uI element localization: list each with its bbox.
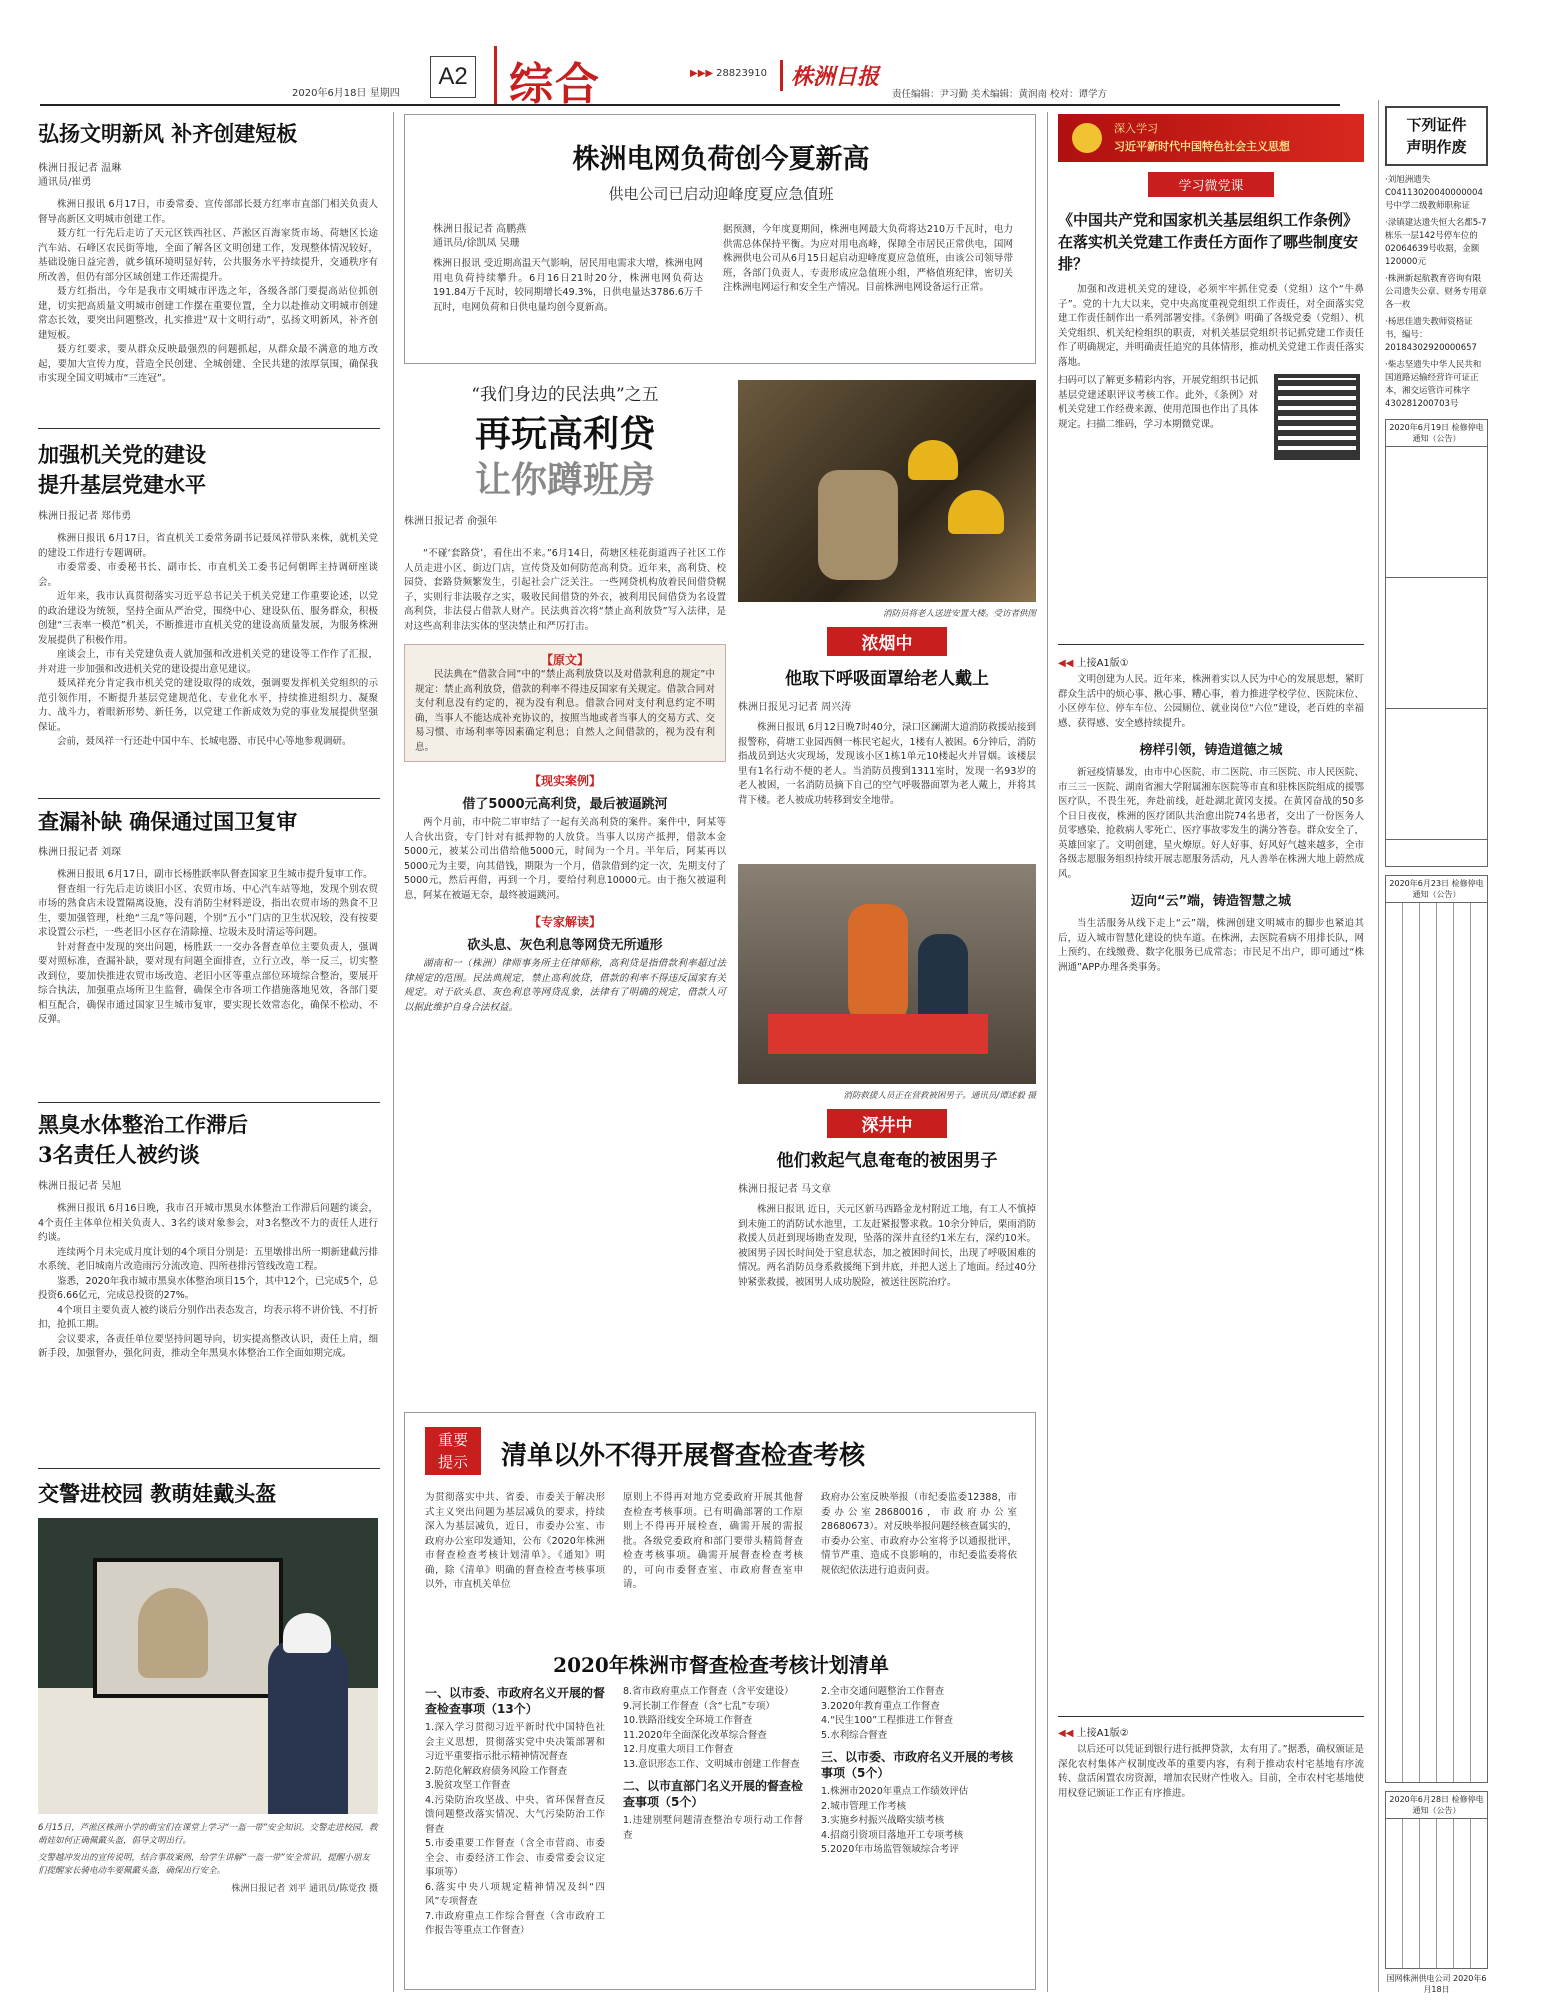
notices-column	[1378, 100, 1488, 1992]
editor-credits: 责任编辑：尹习勤 美术编辑：黄润南 校对：谭学方	[892, 89, 1108, 100]
rescued-person	[818, 470, 898, 580]
list-item: 5.水利综合督查	[821, 1729, 888, 1741]
photo-caption: 消防救援人员正在营救被困男子。通讯员/谭述毅 摄	[843, 1091, 1036, 1101]
paragraph: “不碰‘套路贷’，看住出不来。”6月14日，荷塘区桂花街道西子社区工作人员走进小区、街边门店，宣传贷及如何防范高利贷。近年来，高利贷、校园贷、套路贷频繁发生，引起社会广泛关注。一些网贷机构放着民间借贷幌子，实则行非法吸存之实，吸收民间借贷的外衣，被利用民间借贷为名设置高利贷，非法侵占借款人财产。民法典首次将“禁止高利放贷”写入法律，是对这些高利非法实体的坚决禁止和严厉打击。	[404, 548, 726, 632]
byline: 株洲日报记者 俞强年	[404, 516, 498, 527]
banner-line: 习近平新时代中国特色社会主义思想	[1114, 140, 1290, 153]
list-col-2	[623, 1685, 803, 1843]
helmet-shape	[908, 440, 958, 480]
list-item: 4.污染防治攻坚战、中央、省环保督查反馈问题整改落实情况、大气污染防治工作督查	[425, 1794, 605, 1835]
paragraph: 鉴悉，2020年我市城市黑臭水体整治项目15个，其中12个，已完成5个，总投资6.66亿元，完成总投资的27%。	[38, 1275, 378, 1301]
article-body: 为贯彻落实中共、省委、市委关于解决形式主义突出问题为基层减负的要求，持续深入为基层减负，近日，市委办公室、市政府办公室印发通知，公布《2020年株洲市督查检查考核计划清单》。《通知》明确，除《清单》明确的督查检查考核事项以外，市直机关单位	[425, 1492, 605, 1590]
continuation-tag	[1058, 654, 1364, 669]
byline: 通讯员/徐凯凤 吴珊	[433, 238, 520, 249]
case-title: 借了5000元高利贷，最后被逼跳河	[462, 797, 668, 812]
article-well-rescue	[738, 864, 1036, 1290]
continuation-label: 上接A1版①	[1076, 658, 1129, 669]
rescuer-figure	[848, 904, 908, 1024]
void-item: ·刘旭洲遗失C04113020040000004号中学二级教师职称证	[1385, 175, 1483, 211]
paragraph: 会议要求，各责任单位要坚持问题导向，切实提高整改认识，责任上肩，细新手段，加强督办，强化问责，推动全年黑臭水体整治工作全面如期完成。	[38, 1333, 378, 1359]
original-text-box	[404, 644, 726, 762]
article-body	[1058, 917, 1364, 975]
case-body	[404, 816, 726, 903]
header-rule	[40, 104, 1340, 106]
void-item: ·株洲新起航教育咨询有限公司遗失公章、财务专用章各一枚	[1385, 274, 1488, 310]
helmet-shape	[948, 490, 1004, 534]
continuation-label: 上接A1版②	[1076, 1728, 1129, 1739]
notice-heading: 2020年6月19日 检修停电通知（公告）	[1385, 419, 1488, 447]
article-body	[38, 1202, 378, 1362]
article-title: 让你蹲班房	[474, 459, 655, 501]
list-item: 6.落实中央八项规定精神情况及纠“四风”专项督查	[425, 1881, 605, 1907]
paragraph: 株洲日报讯 6月17日，副市长杨胜跃率队督查国家卫生城市提升复审工作。	[57, 869, 373, 880]
officer-figure	[268, 1638, 348, 1814]
paragraph: 文明创建为人民。近年来，株洲着实以人民为中心的发展思想，紧盯群众生活中的烦心事、揪心事、糟心事，着力推进学校学位、医院床位、小区停车位、停车车位、公园厕位、就业岗位“六位”建设，老百姓的幸福感、获得感、安全感持续提升。	[1058, 674, 1364, 729]
expert-label: 【专家解读】	[528, 915, 601, 929]
article-continued	[1058, 654, 1364, 975]
separator	[38, 1102, 380, 1103]
list-item: 11.2020年全面深化改革综合督查	[623, 1729, 767, 1741]
article-title: 提升基层党建水平	[38, 472, 206, 497]
box-body	[415, 668, 715, 755]
list-section-title: 三、以市委、市政府名义开展的考核事项（5个）	[821, 1750, 1014, 1780]
article-body	[738, 721, 1036, 808]
continuation-tag	[1058, 1724, 1364, 1739]
article-party-building	[38, 440, 378, 750]
paragraph: 株洲日报讯 6月17日，省直机关工委常务副书记聂凤祥带队来株，就机关党的建设工作进行专题调研。	[38, 533, 378, 559]
notice-heading: 2020年6月28日 检修停电通知（公告）	[1385, 1791, 1488, 1819]
paragraph: 以后还可以凭证到银行进行抵押贷款，太有用了。”据悉，确权颁证是深化农村集体产权制度改革的重要内容，有利于推动农村宅基地有序流转、盘活闲置农房资源，增加农民财产性收入。目前，全市农村宅基地使用权登记颁证工作正有序推进。	[1058, 1744, 1364, 1799]
list-item: 13.意识形态工作、文明城市创建工作督查	[623, 1758, 800, 1770]
list-item: 5.市委重要工作督查（含全市营商、市委全会、市委经济工作会、市委常委会议定事项等）	[425, 1838, 605, 1878]
story-tag: 深井中	[827, 1109, 947, 1138]
void-item: ·柴志坚遗失中华人民共和国道路运输经营许可证正本，湘交运管许可株字430281200703号	[1385, 360, 1482, 409]
paragraph: 聂方红一行先后走访了天元区铁西社区、芦淞区百海家货市场、荷塘区长途汽车站、石峰区农民街等地，全面了解各区文明创建工作，发现整体情况较好，基础设施日益完善，就乡镇环境明显好转，公共服务水平持续提升，交通秩序有所改善，但仍有部分区域创建工作还需提升。	[38, 228, 378, 283]
paragraph: 株洲日报讯 近日，天元区新马西路金龙村附近工地，有工人不慎掉到未施工的消防试水池里，工友赶紧报警求救。10余分钟后，栗雨消防救援人员赶到现场勘查发现，坠落的深井直径约1米左右，深约10米。被困男子因长时间处于窒息状态，加之被困时间长，出现了呼吸困难的情况。两名消防员身系救援绳下到井底，并把人送上了地面。经过40分钟紧张救援，被困男人成功脱险，被送往医院治疗。	[738, 1204, 1036, 1288]
article-title: 黑臭水体整治工作滞后	[38, 1112, 248, 1137]
paragraph: 株洲日报讯 6月12日晚7时40分，渌口区澜湖大道消防救援站接到报警称，荷塘工业园西侧一栋民宅起火，1楼有人被困。6分钟后，消防指战员到达火灾现场，发现该小区1栋1单元10楼起火并冒烟。该楼层里有1名行动不便的老人。当消防员搜到1311室时，发现一名93岁的老人被困，一名消防员摘下自己的空气呼吸器面罩为老人戴上，并将其背下楼。老人被成功转移到安全地带。	[738, 722, 1036, 806]
article-usury	[404, 380, 726, 1015]
photo-caption: 消防员将老人送进安置大楼。受访者供图	[882, 609, 1036, 619]
col-divider-1	[393, 112, 394, 1992]
party-emblem-icon	[1072, 123, 1102, 153]
paragraph: 湖南和一（株洲）律师事务所主任律师称，高利贷是指借款利率超过法律规定的范围。民法典规定，禁止高利放贷，借款的利率不得违反国家有关规定。对于砍头息、灰色利息等网贷乱象，法律有了明确的规定，借款人可以据此维护自身合法权益。	[404, 958, 726, 1013]
lesson-tab: 学习微党课	[1148, 172, 1274, 197]
article-health-review	[38, 806, 378, 1028]
separator	[1058, 644, 1364, 645]
article-body	[38, 532, 378, 750]
outage-notice-3	[1385, 1791, 1488, 1969]
page-number: A2	[430, 56, 476, 98]
list-item: 7.市政府重点工作综合督查（含市政府工作报告等重点工作督查）	[425, 1910, 605, 1936]
outage-notice-1	[1385, 419, 1488, 867]
list-col-1	[425, 1685, 605, 1939]
arrow-icon: ◀◀	[1058, 1728, 1074, 1739]
void-item: ·杨思佳遗失教师资格证书，编号：20184302920000657	[1385, 317, 1477, 353]
article-body: 据预测，今年度夏期间，株洲电网最大负荷将达210万千瓦时，电力供需总体保持平衡。为应对用电高峰，保障全市居民正常供电，国网株洲供电公司从6月15日起启动迎峰度夏应急值班，由该公司领导带班，各部门负责人、专责形成应急值班小组，严格值班纪律，密切关注株洲电网运行和安全生产情况。目前株洲电网设备运行正常。	[723, 224, 1013, 293]
qr-text: 扫码可以了解更多精彩内容，开展党组织书记抓基层党建述职评议考核工作。此外，《条例》对机关党建工作经费来源、使用范围也作出了具体规定。扫描二维码，学习本期微党课。	[1058, 375, 1258, 430]
paragraph: 近年来，我市认真贯彻落实习近平总书记关于机关党建工作重要论述，以党的政治建设为统领，坚持全面从严治党，围绕中心、建设队伍、服务群众，积极创建“三表率一模范”机关，不断推进市直机关党的建设高质量发展，为服务株洲发展提供了积极作用。	[38, 591, 378, 646]
paragraph: 株洲日报讯 6月16日晚，我市召开城市黑臭水体整治工作滞后问题约谈会，4个责任主体单位相关负责人、3名约谈对象参会，对3名整改不力的责任人进行约谈。	[38, 1203, 378, 1243]
paragraph: 当生活服务从线下走上“云”端，株洲创建文明城市的脚步也紧追其后，迈入城市智慧化建设的快车道。在株洲，去医院看病不用排长队，网上预约、在线缴费、数字化服务已成常态；市民足不出户，即可通过“株洲通”APP办理各类事务。	[1058, 918, 1364, 973]
tag-line: 提示	[437, 1453, 468, 1471]
notice-table	[1385, 447, 1488, 867]
list-item: 9.河长制工作督查（含“七乱”专项）	[623, 1700, 775, 1712]
outage-notice-2	[1385, 875, 1488, 1783]
byline: 株洲日报记者 刘琛	[38, 847, 122, 858]
list-item: 2.城市管理工作考核	[821, 1800, 907, 1812]
article-title: 他取下呼吸面罩给老人戴上	[785, 669, 989, 689]
notice-table	[1385, 1819, 1488, 1969]
paragraph: 聂凤祥充分肯定我市机关党的建设取得的成效，强调要发挥机关党组织的示范引领作用，不断提升基层党建规范化、专业化水平，持续推进组织力、凝聚力、战斗力，着眼新形势、新任务，以党建工作新成效为党的事业发展提供坚强保证。	[38, 678, 378, 733]
important-tag	[425, 1427, 481, 1475]
article-title: 交警进校园 教萌娃戴头盔	[38, 1481, 277, 1506]
banner-line: 深入学习	[1114, 122, 1158, 135]
header-date: 2020年6月18日 星期四	[292, 88, 400, 99]
article-title: 3名责任人被约谈	[38, 1142, 200, 1167]
byline: 株洲日报记者 温琳	[38, 163, 122, 174]
article-body: 株洲日报讯 受近期高温天气影响，居民用电需求大增，株洲电网用电负荷持续攀升。6月16日21时20分，株洲电网负荷达191.84万千瓦时，较同期增长49.3%，日供电量达3786.6万千瓦时，电网负荷和日供电量均创今夏新高。	[433, 258, 703, 313]
col-divider-2	[1047, 112, 1048, 1992]
list-item: 1.深入学习贯彻习近平新时代中国特色社会主义思想，贯彻落实党中央决策部署和习近平重要指示批示精神情况督查	[425, 1722, 605, 1762]
article-helmet	[38, 1478, 378, 1896]
notice-table	[1385, 903, 1488, 1783]
list-col-3	[821, 1685, 1017, 1858]
well-rescue-photo	[738, 864, 1036, 1084]
qr-code-icon[interactable]	[1274, 374, 1360, 460]
paragraph: 会前，聂凤祥一行还赴中国中车、长城电器、市民中心等地参观调研。	[57, 736, 352, 747]
paragraph: 两个月前，市中院二审审结了一起有关高利贷的案件。案件中，阿某等人合伙出资，专门针对有抵押物的人放贷。当事人以房产抵押，借款本金5000元，被某公司出借给他5000元，时间为一个月。半年后，阿某再以5000元为主要，向其借钱，期限为一个月，借款借到约定一次，先期支付了5000元，然后再借，再到一个月，要给付利息10000元。由于拖欠被逼利息，阿某在被逼无奈，最终被逼跳河。	[404, 817, 726, 901]
photo-credit: 株洲日报记者 刘平 通讯员/陈觉孜 摄	[231, 1884, 378, 1894]
article-title: 弘扬文明新风 补齐创建短板	[38, 121, 298, 146]
list-item: 4.“民生100”工程推进工作督查	[821, 1715, 954, 1726]
article-body	[1058, 283, 1364, 370]
list-item: 2.全市交通问题整治工作督查	[821, 1686, 945, 1697]
article-body	[1058, 673, 1364, 731]
list-item: 3.脱贫攻坚工作督查	[425, 1780, 511, 1791]
notice-title: 声明作废	[1406, 138, 1467, 156]
paragraph: 督查组一行先后走访谈旧小区、农贸市场、中心汽车站等地，发现个别农贸市场的熟食店未设置隔离设施，没有消防尘材料逆设，指出农贸市场的熟食不卫生，要加强管理，杜绝“三乱”等问题，个别“五小”门店的卫生状况较，没有按要求设置公示栏，一些老旧小区存在清除撞、垃圾未及时清运等问题。	[38, 883, 378, 938]
subheading: 迈向“云”端，铸造智慧之城	[1130, 894, 1292, 909]
separator	[1058, 1716, 1364, 1717]
article-title: 再玩高利贷	[474, 413, 655, 455]
article-body	[1058, 1743, 1364, 1801]
paragraph: 新冠疫情暴发，由市中心医院、市二医院、市三医院、市人民医院、市三三一医院、湖南省湘大学附属湘东医院等市直和驻株医院组成的援鄂医疗队，不畏生死，奔赴前线，赶赴湖北黄冈支援。在黄冈奋战的50多个日日夜夜，株洲的医疗团队共治愈出院74名患者，交出了一份医务人员零感染、抢救病人零死亡、医疗事故零发生的满分答卷。群众安全了，英雄回家了。文明创建，星火燎原。好人好事、好风好气越来越多，全市各级志愿服务组织持续开展志愿服务活动，凡人善举在株洲大地上蔚然成风。	[1058, 767, 1364, 880]
article-title: 查漏补缺 确保通过国卫复审	[38, 809, 298, 834]
void-list	[1385, 174, 1488, 411]
article-civilization	[38, 118, 378, 387]
list-item: 3.2020年教育重点工作督查	[821, 1700, 940, 1712]
photo-caption-body: 交警越冲发出的宣传说明，结合事故案例，给学生讲解“一盔一带”安全常识，提醒小朋友们提醒家长骑电动车要佩戴头盔，确保出行安全。	[38, 1853, 370, 1876]
separator	[38, 428, 380, 429]
subheading: 榜样引领，铸造道德之城	[1139, 743, 1283, 758]
list-item: 4.招商引资项目落地开工专项考核	[821, 1829, 964, 1841]
article-title: 清单以外不得开展督查检查考核	[501, 1441, 866, 1471]
article-body: 原则上不得再对地方党委政府开展其他督查检查考核事项。已有明确部署的工作原则上不得再开展检查，确需开展的需报批。各级党委政府和部门要带头精简督查检查考核事项。确需开展督查检查考核的，可向市委督查室、市政府督查室申请。	[623, 1492, 803, 1590]
article-title: 加强机关党的建设	[38, 442, 206, 467]
article-power-grid	[404, 114, 1036, 364]
byline: 通讯员/崔勇	[38, 177, 92, 188]
byline: 株洲日报记者 高鹏燕	[433, 224, 527, 235]
list-item: 10.铁路沿线安全环境工作督查	[623, 1715, 753, 1726]
byline: 株洲日报记者 马文章	[738, 1184, 832, 1195]
article-body	[1058, 766, 1364, 882]
byline: 株洲日报见习记者 周兴涛	[738, 702, 852, 713]
paragraph: 聂方红要求，要从群众反映最强烈的问题抓起，从群众最不满意的地方改起，要加大宣传力度，营造全民创建、全城创建、全民共建的浓厚氛围，确保我市实现全国文明城市“三连冠”。	[38, 344, 378, 384]
list-item: 1.违建别墅问题清查整治专项行动工作督查	[623, 1815, 803, 1841]
expert-body	[404, 957, 726, 1015]
separator	[38, 1468, 380, 1469]
list-item: 8.省市政府重点工作督查（含平安建设）	[623, 1686, 794, 1697]
firefighter-photo	[738, 380, 1036, 602]
paragraph: 株洲日报讯 6月17日，市委常委、宣传部部长聂方红率市直部门相关负责人督导高新区文明城市创建工作。	[38, 199, 378, 225]
list-item: 2.防范化解政府债务风险工作督查	[425, 1765, 568, 1777]
notice-title: 下列证件	[1406, 116, 1467, 134]
article-smoke-rescue	[738, 380, 1036, 808]
notice-footer: 国网株洲供电公司 2020年6月18日	[1386, 1974, 1487, 1994]
article-title: 《中国共产党和国家机关基层组织工作条例》在落实机关党建工作责任方面作了哪些制度安排？	[1058, 211, 1359, 273]
list-section-title: 二、以市直部门名义开展的督查检查事项（5个）	[623, 1779, 804, 1809]
box-label: 【原文】	[540, 653, 589, 667]
list-item: 5.2020年市场监管领域综合考评	[821, 1844, 959, 1855]
article-continued-2	[1058, 1724, 1364, 1801]
newspaper-logo: 株洲日报	[780, 60, 879, 91]
paragraph: 连续两个月未完成月度计划的4个项目分别是：五里墩排出所一期新建截污排水系统、老旧城南片改造雨污分流改造、四所巷排污管线改造工程。	[38, 1246, 378, 1272]
byline: 株洲日报记者 郑伟勇	[38, 511, 132, 522]
list-section-title: 一、以市委、市政府名义开展的督查检查事项（13个）	[425, 1686, 606, 1716]
section-name: 综合	[509, 59, 601, 110]
qr-block	[1058, 374, 1364, 470]
article-title: 他们救起气息奄奄的被困男子	[776, 1151, 998, 1171]
paragraph: 针对督查中发现的突出问题，杨胜跃一一交办各督查单位主要负责人，强调要对照标准，查漏补缺，要对现有问题全面排查，立行立改，举一反三，切实整改到位，要加快推进农贸市场改造、老旧小区等重点部位环境综合整治，要展开综合执法，加强重点场所卫生监督，确保全市各项工作措施落地见效，各部门要相互配合，确保市通过国家卫生城市复审，要实现长效常态化，确保不松动、不反弹。	[38, 941, 378, 1025]
expert-title: 砍头息、灰色利息等网贷无所遁形	[467, 938, 663, 953]
section-title	[494, 46, 684, 110]
case-label: 【现实案例】	[528, 774, 601, 788]
paragraph: 4个项目主要负责人被约谈后分别作出表态发言，均表示将不讲价钱、不打折扣，抢抓工期。	[38, 1304, 378, 1330]
article-body	[38, 868, 378, 1028]
hotline-number: 28823910	[716, 68, 767, 79]
article-body: 政府办公室反映举报（市纪委监委12388，市委办公室28680016，市政府办公室28680673）。对反映举报问题经核查属实的，市委办公室、市政府办公室将予以通报批评，情节严重、造成不良影响的，市纪委监委将依规依纪依法进行追责问责。	[821, 1492, 1017, 1576]
list-item: 1.株洲市2020年重点工作绩效评估	[821, 1786, 969, 1797]
stretcher	[768, 1014, 988, 1054]
list-item: 3.实施乡村振兴战略实绩考核	[821, 1815, 945, 1826]
arrow-icon: ◀◀	[1058, 658, 1074, 669]
article-party-lesson	[1058, 114, 1364, 470]
article-subtitle: 供电公司已启动迎峰度夏应急值班	[608, 185, 834, 203]
article-body	[38, 198, 378, 387]
article-inspection-list	[404, 1412, 1036, 1990]
list-item: 12.月度重大项目工作督查	[623, 1744, 734, 1755]
hotline: ▶▶▶ 28823910	[690, 68, 767, 79]
notice-heading: 2020年6月23日 检修停电通知（公告）	[1385, 875, 1488, 903]
byline: 株洲日报记者 吴旭	[38, 1181, 122, 1192]
classroom-photo	[38, 1518, 378, 1814]
story-tag: 浓烟中	[827, 627, 947, 656]
void-item: ·渌镇建达遗失恒大名都5-7栋乐一层142号停车位的02064639号收据，金额120000元	[1385, 218, 1487, 267]
paragraph: 座谈会上，市有关党建负责人就加强和改进机关党的建设等工作作了汇报，并对进一步加强和改进机关党的建设提出意见建议。	[38, 649, 378, 675]
article-title: 株洲电网负荷创今夏新高	[572, 144, 870, 175]
article-body	[738, 1203, 1036, 1290]
notice-title-box	[1385, 106, 1488, 166]
helmet-figure	[138, 1588, 208, 1678]
list-title: 2020年株洲市督查检查考核计划清单	[553, 1653, 889, 1677]
photo-caption: 6月15日，芦淞区株洲小学的萌宝们在课堂上学习“一盔一带”安全知识。交警走进校园，教萌娃如何正确佩戴头盔，倡导文明出行。	[38, 1823, 378, 1846]
article-water-body	[38, 1110, 378, 1362]
paragraph: 聂方红指出，今年是我市文明城市评选之年，各级各部门要提高站位抓创建，切实把高质量文明城市创建工作摆在重要位置，全力以赴推动文明城市创建常态长效，要突出问题整改，扎实推进“双十文明行动”，弘扬文明新风，补齐创建短板。	[38, 286, 378, 341]
officer-helmet	[283, 1613, 331, 1653]
series-kicker: “我们身边的民法典”之五	[471, 385, 659, 405]
tag-line: 重要	[437, 1431, 468, 1449]
article-intro	[404, 547, 726, 634]
paragraph: 市委常委、市委秘书长、副市长、市直机关工委书记何朝晖主持调研座谈会。	[38, 562, 378, 588]
paragraph: 加强和改进机关党的建设，必须牢牢抓住党委（党组）这个“牛鼻子”。党的十九大以来，党中央高度重视党组织工作责任，对全面落实党建工作责任制作出一系列部署安排。《条例》明确了各级党委（党组）、机关党组织、机关纪检组织的职责，对机关基层党组织书记抓党建工作责任作了明确规定，并明确责任追究的具体情形，推动机关党建工作责任落实落地。	[1058, 284, 1364, 368]
study-banner	[1058, 114, 1364, 162]
paragraph: 民法典在“借款合同”中的“禁止高利放贷以及对借款利息的规定”中规定：禁止高利放贷，借款的利率不得违反国家有关规定。借款合同对支付利息没有约定的，视为没有利息。借款合同对支付利息约定不明确，当事人不能达成补充协议的，按照当地或者当事人的交易方式、交易习惯、市场利率等因素确定利息；自然人之间借款的，视为没有利息。	[415, 669, 715, 753]
separator	[38, 798, 380, 799]
